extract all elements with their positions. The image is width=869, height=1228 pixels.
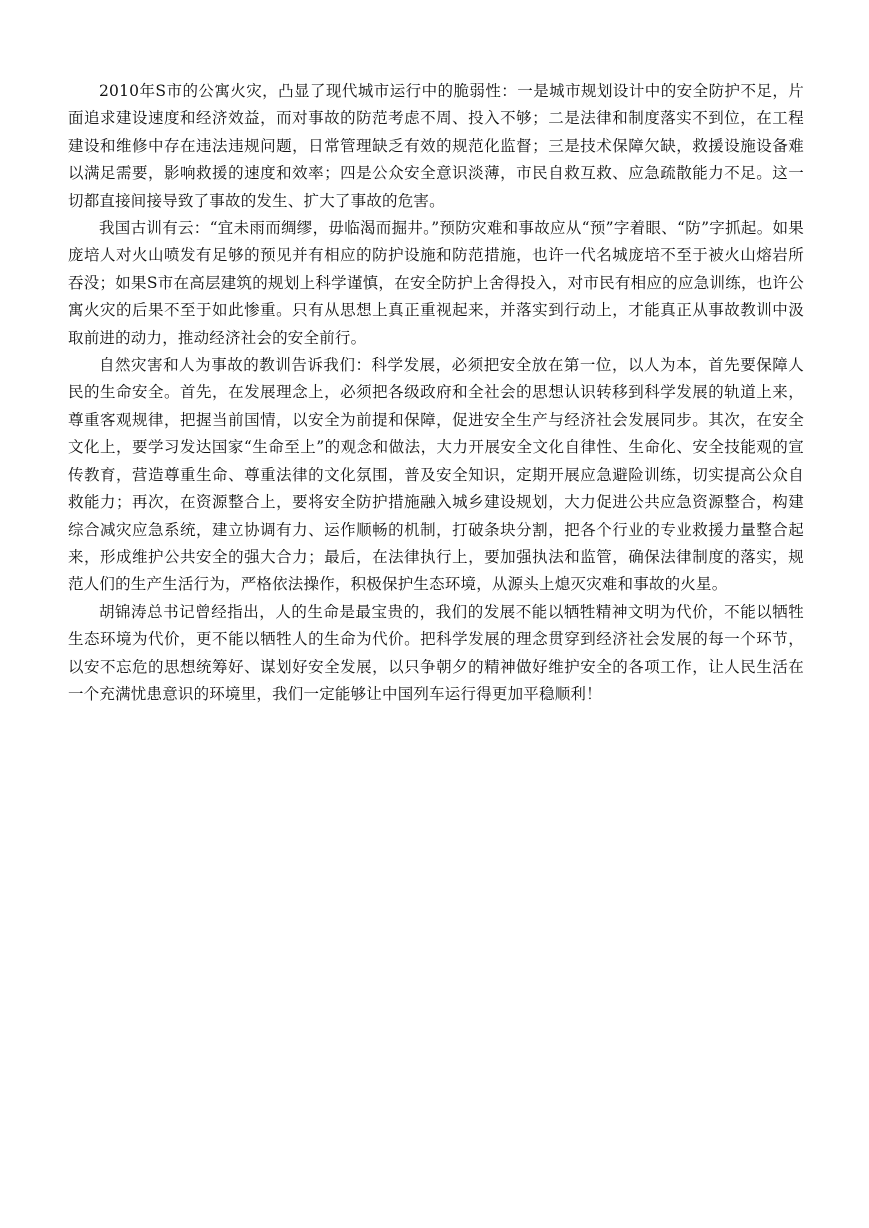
paragraph-lessons-measures: 自然灾害和人为事故的教训告诉我们：科学发展，必须把安全放在第一位，以人为本，首先要保障人民的生命安全。首先，在发展理念上，必须把各级政府和全社会的思想认识转移到科学发展的轨道上来，尊重客观规律，把握当前国情，以安全为前提和保障，促进安全生产与经济社会发展同步。其次，在安全文化上，要学习发达国家“生命至上”的观念和做法，大力开展安全文化自律性、生命化、安全技能观的宣传教育，营造尊重生命、尊重法律的文化氛围，普及安全知识，定期开展应急避险训练，切实提高公众自救能力；再次，在资源整合上，要将安全防护措施融入城乡建设规划，大力促进公共应急资源整合，构建综合减灾应急系统，建立协调有力、运作顺畅的机制，打破条块分割，把各个行业的专业救援力量整合起来，形成维护公共安全的强大合力；最后，在法律执行上，要加强执法和监管，确保法律制度的落实，规范人们的生产生活行为，严格依法操作，积极保护生态环境，从源头上熄灭灾难和事故的火星。 xyxy=(68,356,804,594)
document-body xyxy=(68,78,804,708)
paragraph-conclusion: 胡锦涛总书记曾经指出，人的生命是最宝贵的，我们的发展不能以牺牲精神文明为代价，不能以牺牲生态环境为代价，更不能以牺牲人的生命为代价。把科学发展的理念贯穿到经济社会发展的每一个环节，以安不忘危的思想统筹好、谋划好安全发展，以只争朝夕的精神做好维护安全的各项工作，让人民生活在一个充满忧患意识的环境里，我们一定能够让中国列车运行得更加平稳顺利！ xyxy=(68,602,804,703)
paragraph-ancient-proverb: 我国古训有云：“宜未雨而绸缪，毋临渴而掘井。”预防灾难和事故应从“预”字着眼、“防”字抓起。如果庞培人对火山喷发有足够的预见并有相应的防护设施和防范措施，也许一代名城庞培不至于被火山熔岩所吞没；如果S市在高层建筑的规划上科学谨慎，在安全防护上舍得投入，对市民有相应的应急训练，也许公寓火灾的后果不至于如此惨重。只有从思想上真正重视起来，并落实到行动上，才能真正从事故教训中汲取前进的动力，推动经济社会的安全前行。 xyxy=(68,219,804,347)
paragraph-fire-analysis: 2010年S市的公寓火灾，凸显了现代城市运行中的脆弱性：一是城市规划设计中的安全防护不足，片面追求建设速度和经济效益，而对事故的防范考虑不周、投入不够；二是法律和制度落实不到位，在工程建设和维修中存在违法违规问题，日常管理缺乏有效的规范化监督；三是技术保障欠缺，救援设施设备难以满足需要，影响救援的速度和效率；四是公众安全意识淡薄，市民自救互救、应急疏散能力不足。这一切都直接间接导致了事故的发生、扩大了事故的危害。 xyxy=(68,82,804,210)
